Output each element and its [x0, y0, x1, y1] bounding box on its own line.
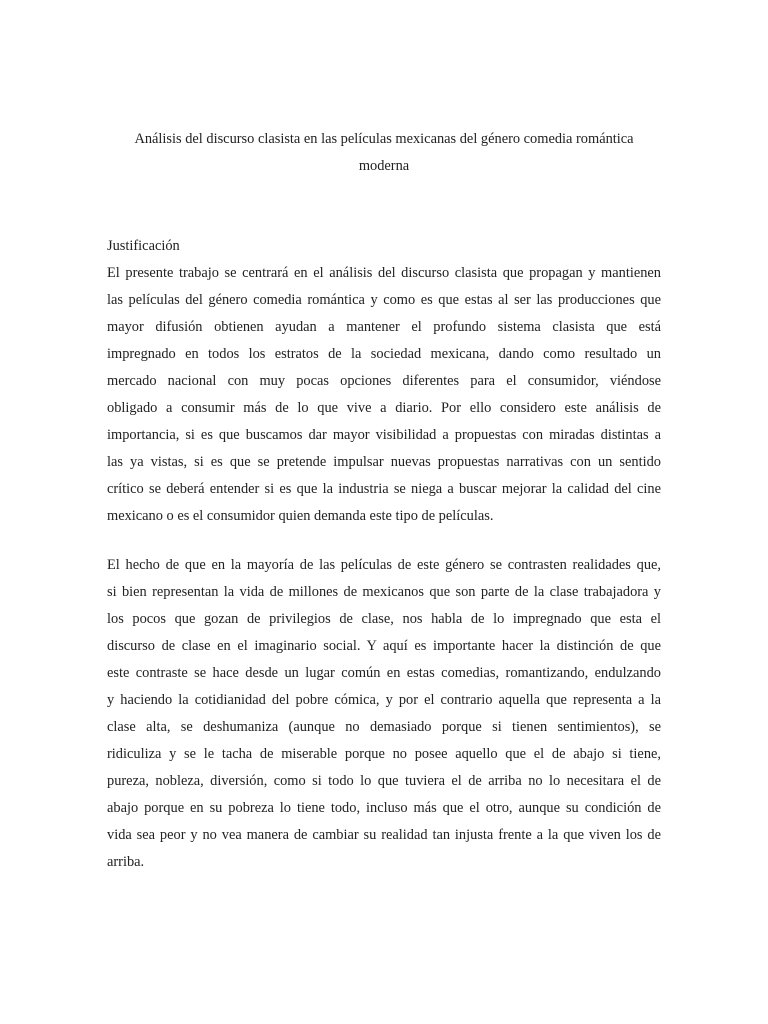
paragraph-line: clase alta, se deshumaniza (aunque no demasiado porque si tienen sentimientos), se: [107, 719, 661, 735]
paragraph-line: las películas del género comedia romántica y como es que estas al ser las producciones que: [107, 292, 661, 308]
paragraph-line: discurso de clase en el imaginario social. Y aquí es importante hacer la distinción de que: [107, 638, 661, 654]
paragraph-2: [107, 552, 661, 876]
paragraph-line: El presente trabajo se centrará en el análisis del discurso clasista que propagan y mantienen: [107, 265, 661, 281]
paragraph-line: abajo porque en su pobreza lo tiene todo, incluso más que el otro, aunque su condición de: [107, 800, 661, 816]
paragraph-line: ridiculiza y se le tacha de miserable porque no posee aquello que el de abajo si tiene,: [107, 746, 661, 762]
paragraph-line: los pocos que gozan de privilegios de clase, nos habla de lo impregnado que esta el: [107, 611, 661, 627]
paragraph-line: mayor difusión obtienen ayudan a mantener el profundo sistema clasista que está: [107, 319, 661, 335]
paragraph-line: impregnado en todos los estratos de la sociedad mexicana, dando como resultado un: [107, 346, 661, 362]
paragraph-line: crítico se deberá entender si es que la industria se niega a buscar mejorar la calidad del cine: [107, 481, 661, 497]
paragraph-line: y haciendo la cotidianidad del pobre cómica, y por el contrario aquella que representa a la: [107, 692, 661, 708]
title-line-2: moderna: [358, 158, 410, 174]
paragraph-line: vida sea peor y no vea manera de cambiar su realidad tan injusta frente a la que viven los de: [107, 827, 661, 843]
paragraph-line: mercado nacional con muy pocas opciones diferentes para el consumidor, viéndose: [107, 373, 661, 389]
paragraph-line: arriba.: [107, 854, 145, 870]
paragraph-1: [107, 260, 661, 530]
paragraph-line: El hecho de que en la mayoría de las películas de este género se contrasten realidades que,: [107, 557, 661, 573]
title-line-1: Análisis del discurso clasista en las películas mexicanas del género comedia romántica: [134, 131, 634, 147]
paragraph-line: este contraste se hace desde un lugar común en estas comedias, romantizando, endulzando: [107, 665, 661, 681]
document-title: [100, 126, 668, 180]
paragraph-line: las ya vistas, si es que se pretende impulsar nuevas propuestas narrativas con un sentido: [107, 454, 661, 470]
paragraph-line: obligado a consumir más de lo que vive a diario. Por ello considero este análisis de: [107, 400, 661, 416]
paragraph-line: si bien representan la vida de millones de mexicanos que son parte de la clase trabajadora y: [107, 584, 661, 600]
section-heading: Justificación: [107, 238, 180, 254]
paragraph-line: importancia, si es que buscamos dar mayor visibilidad a propuestas con miradas distintas a: [107, 427, 661, 443]
paragraph-line: mexicano o es el consumidor quien demanda este tipo de películas.: [107, 508, 494, 524]
paragraph-line: pureza, nobleza, diversión, como si todo lo que tuviera el de arriba no lo necesitara el de: [107, 773, 661, 789]
